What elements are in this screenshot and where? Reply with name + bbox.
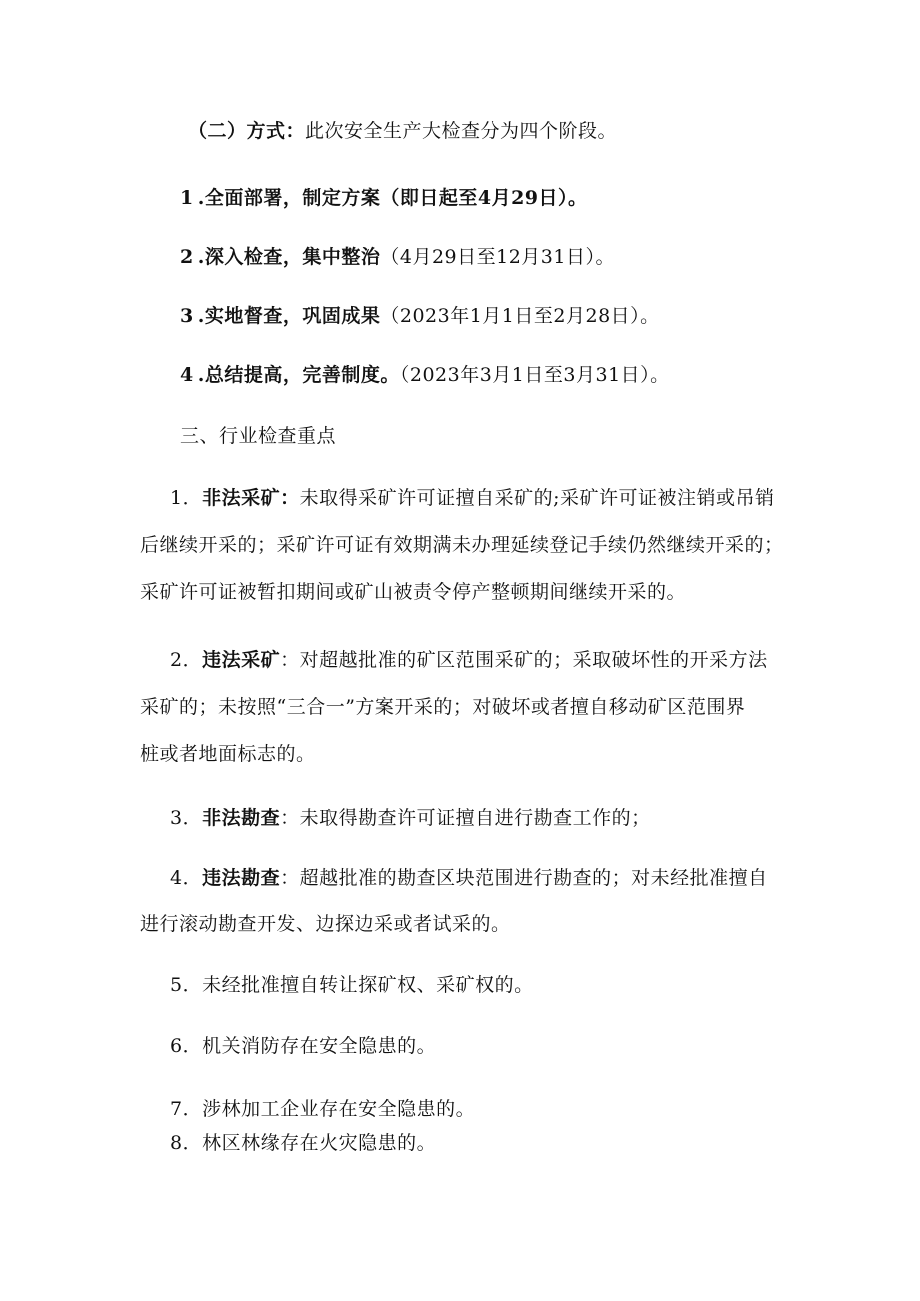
point-item <box>170 1130 436 1156</box>
point-number: 2． <box>170 649 203 671</box>
point-number: 7． <box>170 1098 203 1120</box>
point-text-line: 采矿许可证被暂扣期间或矿山被责令停产整顿期间继续开采的。 <box>140 581 687 603</box>
point-colon: ： <box>280 487 300 509</box>
point-item <box>170 972 534 998</box>
stage-number: 4 <box>180 364 194 386</box>
stage-title: .全面部署，制定方案 <box>197 187 381 209</box>
point-number: 5． <box>170 974 203 996</box>
point-text: 林区林缘存在火灾隐患的。 <box>202 1132 437 1154</box>
point-colon: ： <box>280 649 300 671</box>
method-text: 此次安全生产大检查分为四个阶段。 <box>305 120 618 142</box>
stage-item <box>180 362 670 388</box>
method-label: （二）方式： <box>188 120 306 142</box>
point-number: 1． <box>170 487 203 509</box>
point-text-line: 进行滚动勘查开发、边探边采或者试采的。 <box>140 913 511 935</box>
point-text-line: 对超越批准的矿区范围采矿的；采取破坏性的开采方法 <box>299 649 768 671</box>
stage-item <box>180 244 615 270</box>
method-paragraph <box>188 118 617 144</box>
point-item <box>170 865 768 891</box>
point-text-line: 未取得采矿许可证擅自采矿的;采矿许可证被注销或吊销 <box>299 487 775 509</box>
point-text: 未经批准擅自转让探矿权、采矿权的。 <box>202 974 534 996</box>
point-number: 4． <box>170 867 203 889</box>
point-text-line: 超越批准的勘查区块范围进行勘查的；对未经批准擅自 <box>299 867 768 889</box>
point-label: 违法勘查 <box>202 867 281 889</box>
stage-title: .总结提高，完善制度。 <box>197 364 400 386</box>
point-colon: ： <box>280 867 300 889</box>
stage-number: 2 <box>180 246 194 268</box>
point-number: 8． <box>170 1132 203 1154</box>
stage-number: 3 <box>180 305 194 327</box>
stage-period: （4月29日至12月31日）。 <box>380 246 615 268</box>
stage-title: .深入检查，集中整治 <box>197 246 381 268</box>
point-text-line: 后继续开采的；采矿许可证有效期满未办理延续登记手续仍然继续开采的； <box>140 534 784 556</box>
point-text-line: 未取得勘查许可证擅自进行勘查工作的； <box>299 807 651 829</box>
point-number: 6． <box>170 1035 203 1057</box>
stage-title: .实地督查，巩固成果 <box>197 305 381 327</box>
point-item <box>170 805 651 831</box>
stage-item <box>180 303 660 329</box>
point-colon: ： <box>280 807 300 829</box>
point-item <box>170 485 775 511</box>
point-label: 非法勘查 <box>202 807 281 829</box>
point-text-line: 采矿的；未按照“三合一”方案开采的；对破坏或者擅自移动矿区范围界 <box>140 696 746 718</box>
point-label: 违法采矿 <box>202 649 281 671</box>
point-item <box>170 647 768 673</box>
point-number: 3． <box>170 807 203 829</box>
stage-period: （2023年1月1日至2月28日）。 <box>380 305 660 327</box>
stage-period: （即日起至4月29日）。 <box>380 187 588 209</box>
stage-period: （2023年3月1日至3月31日）。 <box>399 364 670 386</box>
stage-number: 1 <box>180 187 194 209</box>
section-heading: 三、行业检查重点 <box>180 425 337 447</box>
point-text-line: 桩或者地面标志的。 <box>140 743 316 765</box>
point-item <box>170 1096 475 1122</box>
stage-item <box>180 185 588 211</box>
point-text: 涉林加工企业存在安全隐患的。 <box>202 1098 476 1120</box>
point-text: 机关消防存在安全隐患的。 <box>202 1035 437 1057</box>
point-item <box>170 1033 436 1059</box>
point-label: 非法采矿 <box>202 487 281 509</box>
